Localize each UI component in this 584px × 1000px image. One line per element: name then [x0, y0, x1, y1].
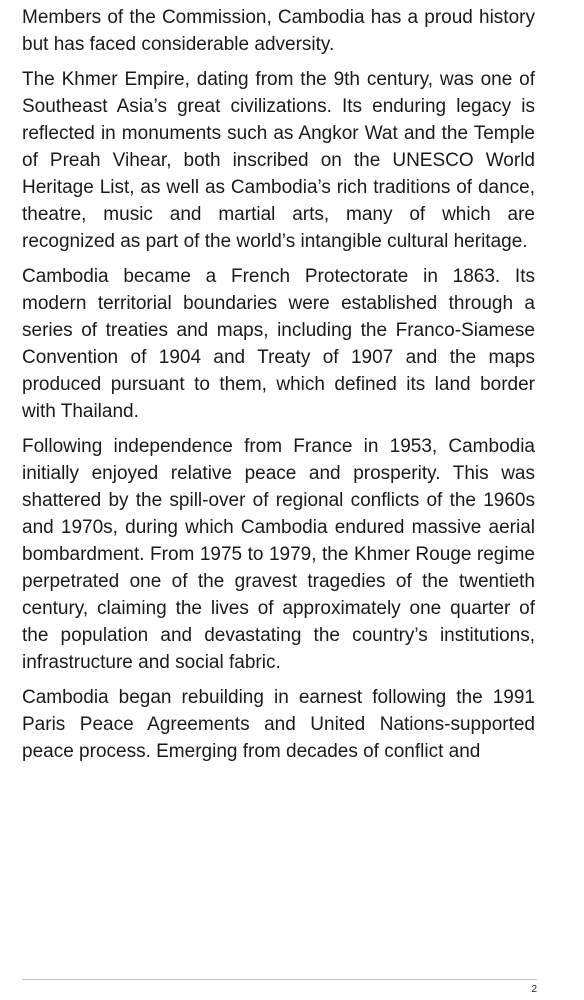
page-number: 2	[531, 984, 537, 995]
paragraph-khmer-empire: The Khmer Empire, dating from the 9th century, was one of Southeast Asia’s great civilizations. Its enduring legacy is reflected in monuments such as Angkor Wat and the Temple of Preah Vihear, both inscribed on the UNESCO World Heritage List, as well as Cambodia’s rich traditions of dance, theatre, music and martial arts, many of which are recognized as part of the world’s intangible cultural heritage.	[22, 69, 535, 252]
document-body	[22, 4, 535, 773]
paragraph-rebuilding: Cambodia began rebuilding in earnest following the 1991 Paris Peace Agreements and United Nations-supported peace process. Emerging from decades of conflict and	[22, 687, 535, 762]
footer-divider	[22, 979, 537, 980]
paragraph-independence: Following independence from France in 1953, Cambodia initially enjoyed relative peace and prosperity. This was shattered by the spill-over of regional conflicts of the 1960s and 1970s, during which Cambodia endured massive aerial bombardment. From 1975 to 1979, the Khmer Rouge regime perpetrated one of the gravest tragedies of the twentieth century, claiming the lives of approximately one quarter of the population and devastating the country’s institutions, infrastructure and social fabric.	[22, 436, 535, 673]
paragraph-opening: Members of the Commission, Cambodia has a proud history but has faced considerable adversity.	[22, 7, 535, 55]
paragraph-french-protectorate: Cambodia became a French Protectorate in 1863. Its modern territorial boundaries were established through a series of treaties and maps, including the Franco-Siamese Convention of 1904 and Treaty of 1907 and the maps produced pursuant to them, which defined its land border with Thailand.	[22, 266, 535, 422]
